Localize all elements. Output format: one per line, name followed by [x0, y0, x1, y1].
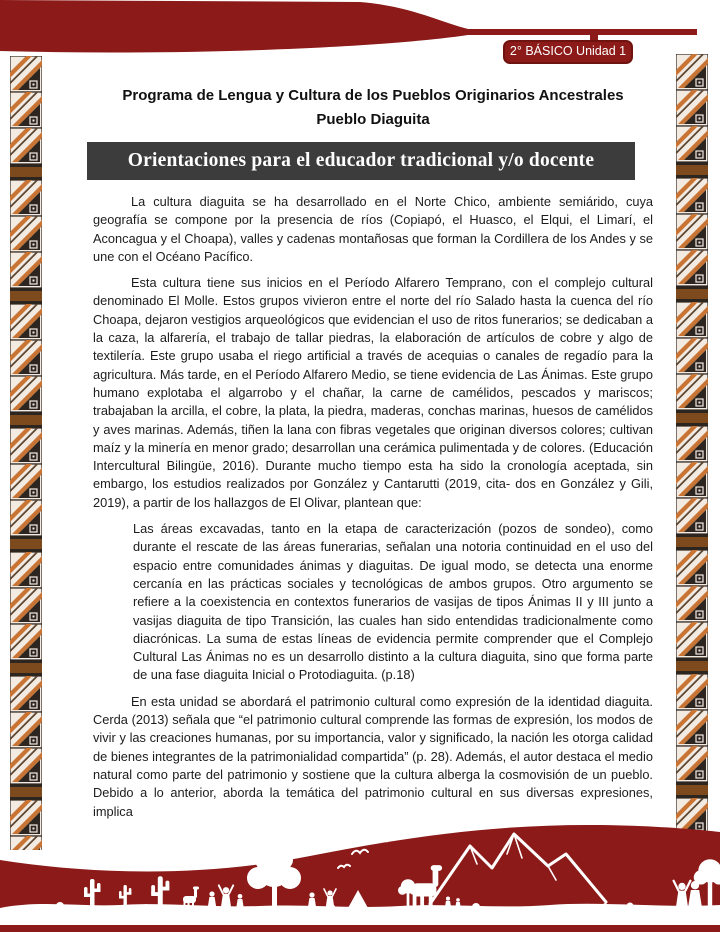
paragraph-unit: En esta unidad se abordará el patrimonio cultural como expresión de la identidad diaguita. Cerda (2013) señala que “el patrimonio cultural comprende las formas de expresión, los modos de vivir y las creaciones humanas, por su importancia, valor y significado, la nación les otorga calidad de bienes integrantes de la patrimonialidad compartida” (p. 28). Además, el autor destaca el medio natural como parte del patrimonio y sostiene que la cultura alberga la cosmovisión de un pueblo. Debido a lo anterior, aborda la temática del patrimonio cultural en sus diversas expresiones, implica: [93, 693, 653, 819]
section-banner-title: Orientaciones para el educador tradicional y/o docente: [127, 150, 595, 171]
document-content: [93, 84, 653, 829]
bottom-landscape-decoration: [0, 822, 720, 932]
block-quote: Las áreas excavadas, tanto en la etapa de caracterización (pozos de sondeo), como durante el rescate de las áreas funerarias, señalan una notoria continuidad en el uso del espacio entre comunidades ánimas y diaguitas. De igual modo, se detecta una enorme cercanía en las prácticas sociales y tecnológicas de ambos grupos. Otro argumento se refiere a la coexistencia en contextos funerarios de vasijas de tipos Ánimas II y III junto a vasijas diaguita de tipo Transición, las cuales han sido entendidas tradicionalmente como diacrónicas. La suma de estas líneas de evidencia permite comprender que el Complejo Cultural Las Ánimas no es un desarrollo distinto a la cultura diaguita, sino que forma parte de una fase diaguita Inicial o Protodiaguita. (p.18): [133, 521, 653, 683]
program-title: Programa de Lengua y Cultura de los Pueblos Originarios Ancestrales: [122, 87, 624, 104]
diaguita-border-left-icon: [10, 56, 42, 850]
unit-badge: 2° BÁSICO Unidad 1: [503, 40, 633, 64]
diaguita-border-right-icon: [676, 54, 708, 840]
paragraph-intro: La cultura diaguita se ha desarrollado en el Norte Chico, ambiente semiárido, cuya geografía se compone por la presencia de ríos (Copiapó, el Huasco, el Elqui, el Limarí, el Aconcagua y el Choapa), valles y cadenas montañosas que forman la Cordillera de los Andes y se une con el Océano Pacífico.: [93, 194, 653, 264]
paragraph-history: Esta cultura tiene sus inicios en el Período Alfarero Temprano, con el complejo cultural denominado El Molle. Estos grupos vivieron entre el norte del río Salado hasta la cuenca del río Choapa, dejaron vestigios arqueológicos que evidencian el uso de ritos funerarios; se dedicaban a la caza, la alfarería, el trabajo de tallar piedras, la elaboración de artículos de cobre y algo de textilería. Este grupo usaba el riego artificial a través de acequias o canales de regadío para la agricultura. Más tarde, en el Período Alfarero Medio, se tiene evidencia de Las Ánimas. Este grupo humano explotaba el algarrobo y el chañar, la carne de camélidos, pescados y mariscos; trabajaban la arcilla, el cobre, la plata, la piedra, maderas, conchas marinas, huesos de camélidos y aves marinas. Además, tiñen la lana con fibras vegetales que originan diversos colores; cultivan maíz y la minería en menor grado; desarrollan una cerámica pulimentada y de colores. (Educación Intercultural Bilingüe, 2016). Durante mucho tiempo esta ha sido la cronología aceptada, sin embargo, los estudios realizados por González y Cantarutti (2019, cita- dos en González y Gili, 2019), a partir de los hallazgos de El Olivar, plantean que:: [93, 275, 653, 510]
section-banner: [87, 142, 635, 180]
document-body: [93, 193, 653, 821]
program-subtitle: Pueblo Diaguita: [316, 111, 430, 128]
